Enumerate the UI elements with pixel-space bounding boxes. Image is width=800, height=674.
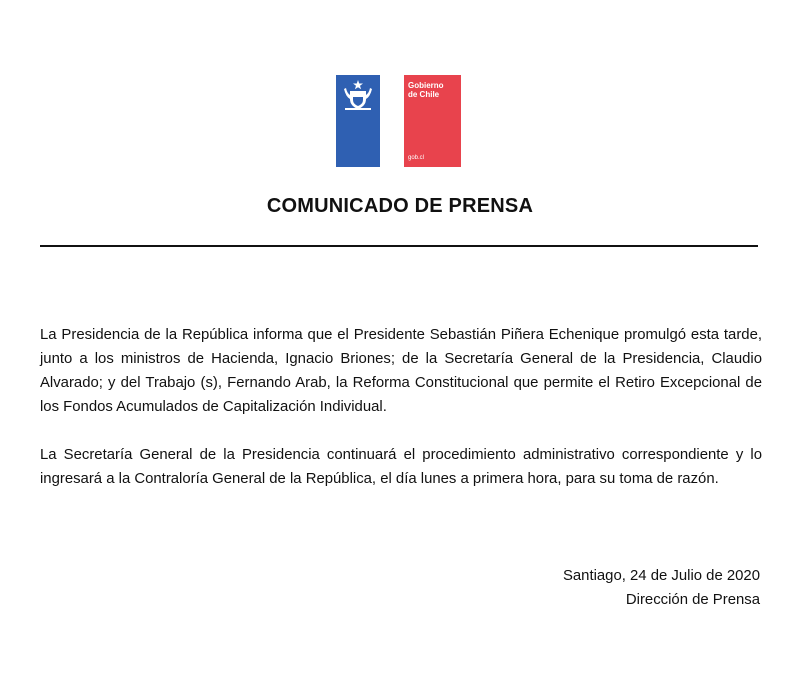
logo-blue-panel	[336, 75, 380, 167]
signature-block	[563, 564, 760, 612]
document-title: COMUNICADO DE PRENSA	[266, 195, 534, 217]
logo-red-panel	[404, 75, 461, 167]
logo-site-text: gob.cl	[408, 155, 425, 161]
signature-office: Dirección de Prensa	[625, 592, 760, 608]
logo-brand-line2: de Chile	[408, 90, 440, 99]
coat-of-arms-icon	[341, 79, 375, 111]
body-paragraph-2: La Secretaría General de la Presidencia continuará el procedimiento administrativo correspondiente y lo ingresará a la Contraloría General de la República, el día lunes a primera hora, para su toma de razón.	[40, 447, 762, 487]
logo-brand-text	[408, 81, 458, 99]
logo-brand-line1: Gobierno	[408, 81, 444, 90]
body-paragraph-1: La Presidencia de la República informa que el Presidente Sebastián Piñera Echenique promulgó esta tarde, junto a los ministros de Hacienda, Ignacio Briones; de la Secretaría General de la Presidencia, Claudio Alvarado; y del Trabajo (s), Fernando Arab, la Reforma Constitucional que permite el Retiro Excepcional de los Fondos Acumulados de Capitalización Individual.	[40, 327, 762, 415]
title-underline-divider	[40, 245, 758, 247]
gobierno-de-chile-logo	[336, 75, 462, 167]
place-date: Santiago, 24 de Julio de 2020	[562, 568, 760, 584]
